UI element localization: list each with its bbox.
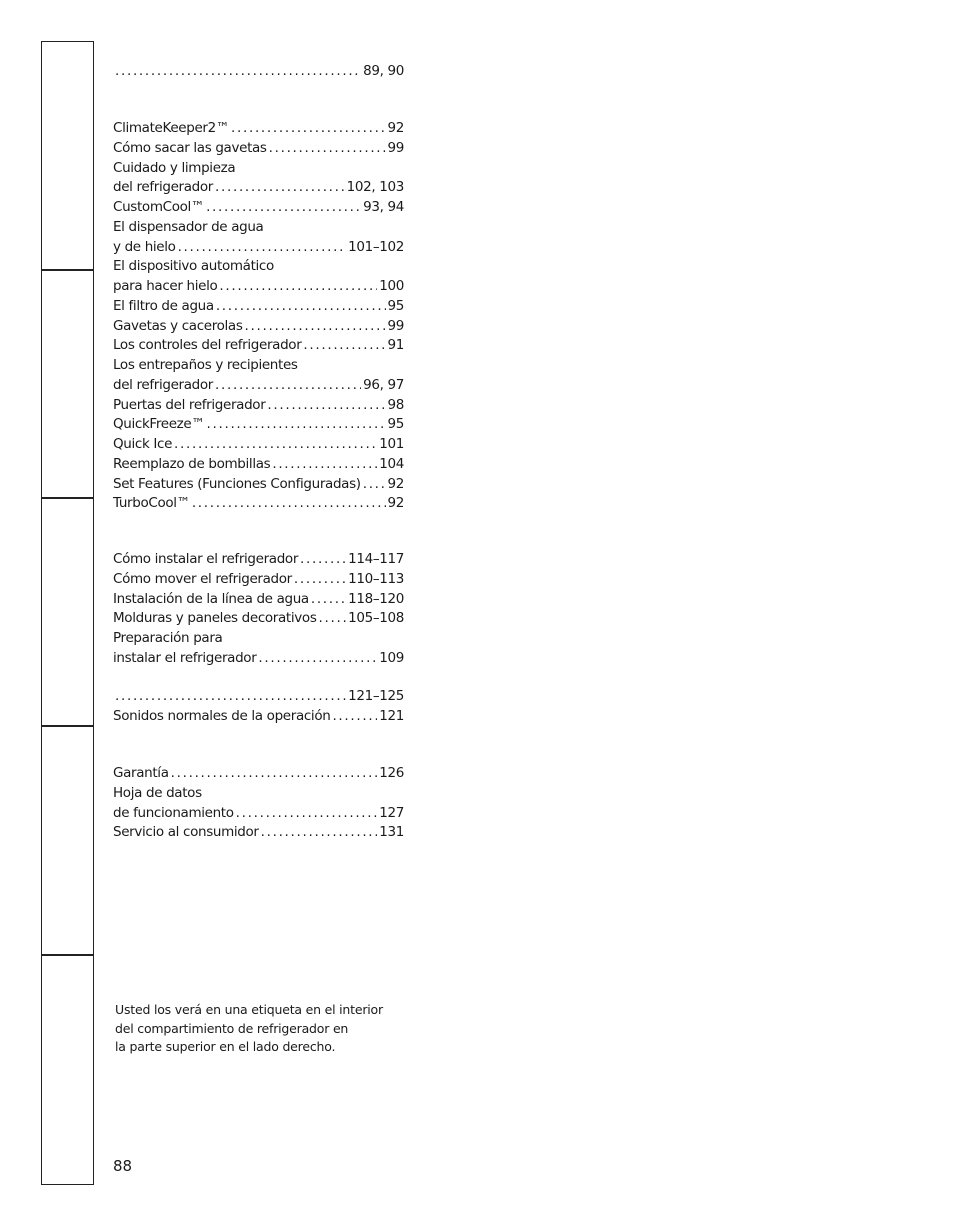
- index-entry-label: QuickFreeze™: [113, 416, 205, 433]
- index-entry-page: 118–120: [348, 590, 404, 607]
- index-entry: [113, 256, 404, 276]
- index-entry-page: 110–113: [348, 570, 404, 587]
- index-entry: [113, 355, 404, 375]
- note-line: Usted los verá en una etiqueta en el interior: [115, 1002, 383, 1017]
- index-entry: [113, 335, 404, 355]
- index-entry-label: para hacer hielo: [113, 278, 218, 294]
- index-entry-label: ClimateKeeper2™: [113, 120, 230, 136]
- dot-leader: [115, 61, 361, 81]
- dot-leader: [174, 434, 377, 454]
- index-entry-label: Quick Ice: [113, 436, 173, 452]
- dot-leader: [300, 549, 346, 569]
- index-entry-page: 126: [379, 765, 404, 781]
- index-entry: [113, 237, 404, 257]
- dot-leader: [311, 589, 346, 609]
- index-entry-label: CustomCool™: [113, 199, 205, 215]
- dot-leader: [319, 608, 347, 628]
- index-entry-label: del refrigerador: [113, 376, 214, 393]
- index-entry-label: Garantía: [113, 765, 169, 781]
- dot-leader: [303, 335, 385, 355]
- index-entry-label: Reemplazo de bombillas: [113, 455, 271, 472]
- index-entry: [113, 803, 404, 823]
- index-entry: [113, 648, 404, 668]
- index-entry-label: El filtro de agua: [113, 297, 214, 314]
- index-entry: [113, 316, 404, 336]
- dot-leader: [206, 197, 361, 217]
- index-entry-label: de funcionamiento: [113, 804, 234, 821]
- index-entry: [113, 783, 404, 803]
- index-entry-page: 131: [379, 824, 404, 841]
- location-note: [115, 1001, 415, 1057]
- dot-leader: [261, 822, 378, 842]
- dot-leader: [231, 118, 386, 138]
- index-entry-page: 109: [379, 649, 404, 666]
- section-tab-strip: [41, 41, 94, 1185]
- dot-leader: [207, 414, 386, 434]
- index-entry-label: Hoja de datos: [113, 784, 202, 801]
- index-entry: [113, 706, 404, 726]
- index-entry-page: 100: [379, 278, 404, 294]
- dot-leader: [115, 686, 346, 706]
- dot-leader: [219, 276, 377, 296]
- index-entry-page: 114–117: [348, 551, 404, 567]
- index-entry-label: El dispositivo automático: [113, 258, 274, 275]
- note-line: la parte superior en el lado derecho.: [115, 1039, 336, 1054]
- index-entry: [113, 763, 404, 783]
- index-entry-page: 98: [387, 396, 404, 413]
- index-entry: [113, 118, 404, 138]
- tab-divider: [41, 497, 94, 499]
- index-entry-label: TurboCool™: [113, 495, 190, 512]
- index-entry: [113, 454, 404, 474]
- index-entry-page: 127: [379, 804, 404, 821]
- index-entry-page: 121: [379, 707, 404, 724]
- index-entry-page: 95: [387, 297, 404, 314]
- index-entry: [113, 197, 404, 217]
- index-entry: [113, 569, 404, 589]
- index-entry-label: Cómo sacar las gavetas: [113, 139, 267, 156]
- index-entry-page: 95: [387, 416, 404, 433]
- index-entry-label: Set Features (Funciones Configuradas): [113, 475, 361, 492]
- index-entry-label: Instalación de la línea de agua: [113, 590, 309, 607]
- index-entry: [113, 493, 404, 513]
- index-entry-label: Gavetas y cacerolas: [113, 317, 243, 334]
- index-entry: [113, 822, 404, 842]
- index-entry-page: 104: [379, 455, 404, 472]
- index-entry-page: 105–108: [348, 610, 404, 627]
- page-number: 88: [113, 1157, 133, 1175]
- index-entry: [113, 61, 404, 81]
- dot-leader: [216, 296, 386, 316]
- index-entry-label: Los controles del refrigerador: [113, 337, 302, 354]
- index-entry: [113, 414, 404, 434]
- dot-leader: [236, 803, 378, 823]
- index-entry: [113, 177, 404, 197]
- index-entry-page: 121–125: [348, 688, 404, 704]
- dot-leader: [267, 395, 385, 415]
- tab-divider: [41, 954, 94, 956]
- dot-leader: [269, 138, 386, 158]
- index-entry-page: 101: [379, 436, 404, 452]
- index-entry-label: Puertas del refrigerador: [113, 396, 266, 413]
- dot-leader: [258, 648, 377, 668]
- index-entry-page: 93, 94: [363, 199, 404, 215]
- index-entry: [113, 375, 404, 395]
- index-entry: [113, 549, 404, 569]
- index-entry: [113, 628, 404, 648]
- dot-leader: [178, 237, 347, 257]
- dot-leader: [215, 177, 345, 197]
- index-entry-label: Cómo mover el refrigerador: [113, 570, 292, 587]
- tab-divider: [41, 725, 94, 727]
- dot-leader: [192, 493, 386, 513]
- index-entry: [113, 608, 404, 628]
- dot-leader: [171, 763, 378, 783]
- index-entry: [113, 217, 404, 237]
- index-entry-label: Preparación para: [113, 630, 223, 646]
- index-entry-page: 101–102: [348, 238, 404, 255]
- index-entry-label: instalar el refrigerador: [113, 649, 257, 666]
- dot-leader: [245, 316, 386, 336]
- dot-leader: [332, 706, 377, 726]
- index-entry: [113, 276, 404, 296]
- dot-leader: [363, 474, 386, 494]
- tab-divider: [41, 269, 94, 271]
- index-entry-page: 96, 97: [363, 376, 404, 393]
- index-entry-page: 102, 103: [346, 179, 404, 196]
- index-entry: [113, 434, 404, 454]
- index-entry: [113, 474, 404, 494]
- index-entry-page: 91: [387, 337, 404, 354]
- index-entry-page: 92: [387, 475, 404, 492]
- note-line: del compartimiento de refrigerador en: [115, 1020, 349, 1036]
- index-entry-label: Los entrepaños y recipientes: [113, 357, 298, 373]
- index-entry: [113, 158, 404, 178]
- dot-leader: [272, 454, 377, 474]
- index-entry-page: 99: [387, 139, 404, 156]
- dot-leader: [294, 569, 346, 589]
- index-entry: [113, 589, 404, 609]
- index-entry-label: El dispensador de agua: [113, 218, 264, 235]
- dot-leader: [215, 375, 361, 395]
- index-entry-label: Molduras y paneles decorativos: [113, 610, 317, 627]
- index-entry-page: 92: [387, 495, 404, 512]
- index-entry-label: y de hielo: [113, 238, 176, 255]
- index-entry: [113, 395, 404, 415]
- index-entry-label: Servicio al consumidor: [113, 824, 259, 841]
- index-entry-page: 89, 90: [363, 63, 404, 79]
- index-entry-label: Sonidos normales de la operación: [113, 707, 331, 724]
- index-entry-label: Cómo instalar el refrigerador: [113, 551, 299, 567]
- index-entry-label: del refrigerador: [113, 179, 214, 196]
- index-entry: [113, 138, 404, 158]
- index-entry: [113, 686, 404, 706]
- index-entry-label: Cuidado y limpieza: [113, 159, 236, 176]
- index-entry-page: 99: [387, 317, 404, 334]
- index-entry: [113, 296, 404, 316]
- index-entry-page: 92: [387, 120, 404, 136]
